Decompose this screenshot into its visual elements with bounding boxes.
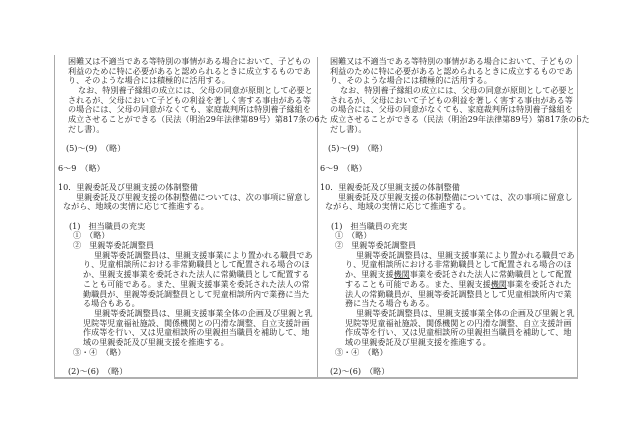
text-segment: 法人の常勤職員が、里親等委託調整員として児童相談所内で業 — [345, 288, 572, 299]
item1-2-p2-line: 作成等を行い、又は児童相談所の里親担当職員を補助して、地 — [83, 327, 310, 338]
item1-2-p2-line: 児院等児童福祉施設、関係機関との円滑な調整、自立支援計画 — [83, 317, 310, 328]
p1-line: り、そのような場合には積極的に活用する。 — [330, 75, 492, 86]
sec10-body-line: ながら、地域の実情に応じて推進する。 — [325, 201, 471, 212]
text-segment: 事業を委託された法人に常勤職員として配置 — [409, 269, 572, 280]
p2-line: の場合には、父母の同意がなくても、家庭裁判所は特別養子縁組を — [68, 104, 311, 115]
inserted-text: 機関 — [393, 269, 410, 280]
item6-9: 6～9 （略） — [58, 162, 105, 173]
item1-title: (1) 担当職員の充実 — [331, 220, 408, 231]
text-segment: り、児童相談所における非常勤職員として配置される場合のほ — [345, 259, 572, 270]
text-segment: か、里親支援 — [345, 269, 394, 280]
p2-line: だし書）。 — [68, 123, 105, 134]
item1-34: ③・④ （略） — [73, 346, 126, 357]
item6-9: 6～9 （略） — [320, 162, 367, 173]
p2-line: の場合には、父母の同意がなくても、家庭裁判所は特別養子縁組を — [330, 104, 573, 115]
p2-line: 成立させることができる（民法（明治29年法律第89号）第817条の6た — [68, 114, 328, 125]
inserted-text: 機関 — [490, 278, 507, 289]
item1-2-p2-line: 里親等委託調整員は、里親支援事業全体の企画及び里親と乳 — [94, 307, 313, 318]
p1-line: 利益のために特に必要があると認められるときに成立するものであ — [330, 65, 573, 76]
item1-2-p1-line: り、児童相談所における非常勤職員として配置される場合のほ — [83, 259, 310, 270]
p2-line: 成立させることができる（民法（明治29年法律第89号）第817条の6た — [330, 114, 590, 125]
p1-line: り、そのような場合には積極的に活用する。 — [68, 75, 230, 86]
item1-2-p1-line: か、里親支援事業を委託された法人に常勤職員として配置する — [83, 269, 310, 280]
p2-line: なお、特別養子縁組の成立には、父母の同意が原則として必要と — [340, 85, 575, 96]
item1-34: ③・④ （略） — [335, 346, 388, 357]
item1-2-p2-line: 児院等児童福祉施設、関係機関との円滑な調整、自立支援計画 — [345, 317, 572, 328]
comparison-table — [54, 55, 590, 379]
p2-line: されるが、父母において子どもの利益を著しく害する事由がある等 — [68, 94, 311, 105]
sec10-body-line: 里親委託及び里親支援の体制整備については、次の事項に留意し — [338, 191, 573, 202]
p1-line: 困難又は不適当である等特別の事情がある場合において、子どもの — [330, 56, 573, 66]
p1-line: 困難又は不適当である等特別の事情がある場合において、子どもの — [68, 56, 311, 66]
item1-2-title: ② 里親等委託調整員 — [73, 240, 154, 251]
text-segment: 務に当たる場合もある。 — [345, 298, 435, 309]
left-column-current — [55, 56, 328, 377]
item1-2-p2-line: 里親等委託調整員は、里親支援事業全体の企画及び里親と乳 — [356, 307, 575, 318]
item1-title: (1) 担当職員の充実 — [69, 220, 146, 231]
text-segment: 里親等委託調整員は、里親支援事業により置かれる職員であ — [356, 249, 575, 260]
p2-line: なお、特別養子縁組の成立には、父母の同意が原則として必要と — [78, 85, 313, 96]
item1-1: ① （略） — [335, 230, 372, 241]
item2-6: (2)～(6) （略） — [68, 366, 128, 376]
item1-2-p1-line: ことも可能である。また、里親支援事業を委託された法人の常 — [83, 278, 310, 289]
item5-9: (5)～(9) （略） — [328, 143, 388, 154]
p1-line: 利益のために特に必要があると認められるときに成立するものであ — [68, 65, 311, 76]
item1-2-p2-line: 域の里親委託及び里親支援を推進する。 — [83, 336, 229, 347]
item1-1: ① （略） — [73, 230, 110, 241]
p2-line: だし書）。 — [330, 123, 367, 134]
sec10-title: 10．里親委託及び里親支援の体制整備 — [320, 181, 460, 192]
item2-6: (2)～(6) （略） — [330, 366, 390, 376]
item1-2-p1-line: る場合もある。 — [83, 298, 140, 309]
item1-2-p1-line: 勤職員が、里親等委託調整員として児童相談所内で業務に当た — [83, 288, 310, 299]
sec10-title: 10．里親委託及び里親支援の体制整備 — [58, 181, 198, 192]
sec10-body-line: ながら、地域の実情に応じて推進する。 — [63, 201, 209, 212]
item1-2-p2-line: 域の里親委託及び里親支援を推進する。 — [345, 336, 491, 347]
text-segment: 事業を委託された — [506, 278, 572, 289]
sec10-body-line: 里親委託及び里親支援の体制整備については、次の事項に留意し — [76, 191, 311, 202]
text-segment: することも可能である。また、里親支援 — [345, 278, 491, 289]
item1-2-p2-line: 作成等を行い、又は児童相談所の里親担当職員を補助して、地 — [345, 327, 572, 338]
right-column-revised — [317, 56, 590, 377]
item5-9: (5)～(9) （略） — [66, 143, 126, 154]
p2-line: されるが、父母において子どもの利益を著しく害する事由がある等 — [330, 94, 573, 105]
item1-2-p1-line: 里親等委託調整員は、里親支援事業により置かれる職員であ — [94, 249, 313, 260]
item1-2-title: ② 里親等委託調整員 — [335, 240, 416, 251]
